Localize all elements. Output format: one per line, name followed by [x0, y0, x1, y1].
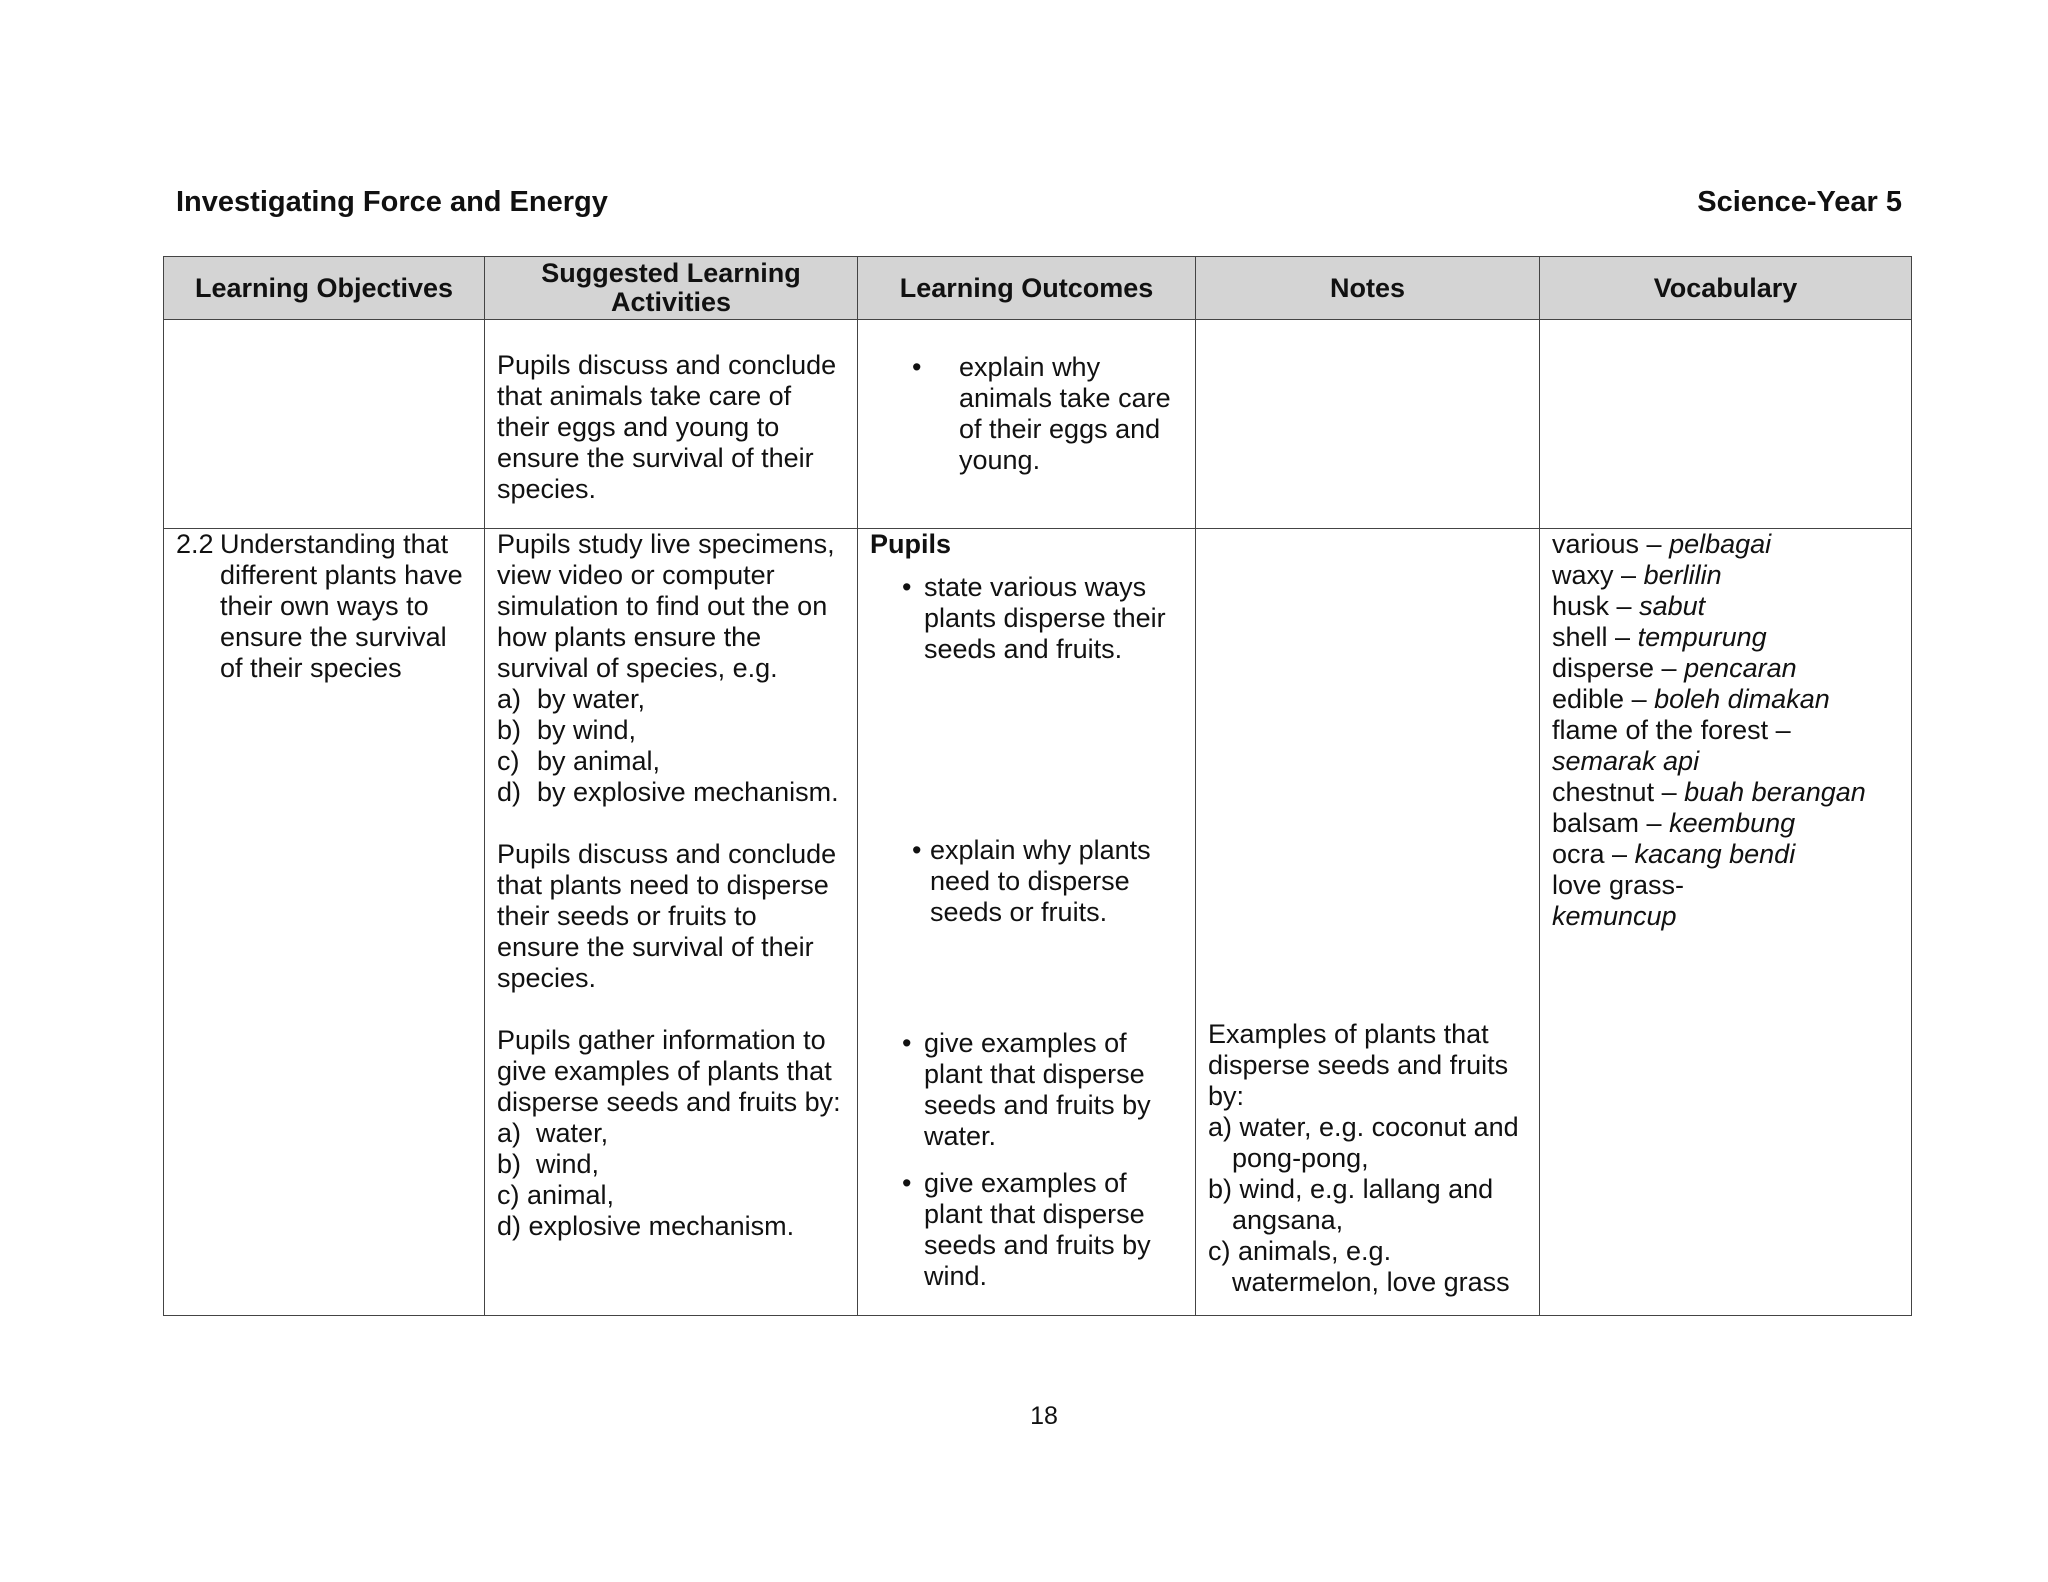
- objective-cell: [164, 529, 485, 1316]
- activity-list: [497, 684, 845, 808]
- outcome-cell: [858, 529, 1196, 1316]
- vocab-item: balsam – keembung: [1552, 808, 1796, 838]
- list-item: a) water,: [497, 1118, 609, 1148]
- list-item: b) by wind,: [497, 715, 637, 745]
- activity-cell: [485, 529, 858, 1316]
- list-item: a) by water,: [497, 684, 646, 714]
- table-row: [164, 320, 1912, 529]
- list-item: b) wind,: [497, 1149, 600, 1179]
- outcome-item: • give examples of plant that disperse seeds and fruits by wind.: [902, 1168, 1151, 1291]
- header-row: [164, 257, 1912, 320]
- list-item: d) by explosive mechanism.: [497, 777, 839, 807]
- vocab-item: shell – tempurung: [1552, 622, 1767, 652]
- notes-cell: [1196, 529, 1540, 1316]
- notes-text: Examples of plants that disperse seeds and fruits by:: [1208, 1019, 1509, 1111]
- notes-item: c) animals, e.g. watermelon, love grass: [1208, 1236, 1510, 1297]
- col-header-learning-objectives: Learning Objectives: [164, 257, 485, 320]
- vocab-item: husk – sabut: [1552, 591, 1706, 621]
- objective-cell: [164, 320, 485, 529]
- vocab-item: ocra – kacang bendi: [1552, 839, 1796, 869]
- objective-text: Understanding that different plants have their own ways to ensure the survival of their species: [220, 529, 463, 683]
- col-header-learning-outcomes: Learning Outcomes: [858, 257, 1196, 320]
- col-header-notes: Notes: [1196, 257, 1540, 320]
- vocab-item: flame of the forest – semarak api: [1552, 715, 1791, 776]
- vocabulary-list: [1540, 529, 1911, 932]
- objective-number: 2.2: [176, 529, 214, 559]
- vocab-item: edible – boleh dimakan: [1552, 684, 1830, 714]
- notes-cell: [1196, 320, 1540, 529]
- activity-cell: [485, 320, 858, 529]
- outcome-item: • give examples of plant that disperse seeds and fruits by water.: [902, 1028, 1151, 1151]
- activity-text: Pupils gather information to give examples of plants that disperse seeds and fruits by:: [497, 1025, 841, 1117]
- col-header-vocabulary: Vocabulary: [1540, 257, 1912, 320]
- activity-list: [497, 1118, 845, 1242]
- outcome-heading: Pupils: [870, 529, 952, 559]
- vocab-item: waxy – berlilin: [1552, 560, 1722, 590]
- vocabulary-cell: [1540, 320, 1912, 529]
- vocab-item: chestnut – buah berangan: [1552, 777, 1866, 807]
- notes-item: a) water, e.g. coconut and pong-pong,: [1208, 1112, 1519, 1173]
- outcome-cell: [858, 320, 1196, 529]
- list-item: d) explosive mechanism.: [497, 1211, 795, 1241]
- vocabulary-cell: [1540, 529, 1912, 1316]
- activity-text: Pupils discuss and conclude that animals take care of their eggs and young to ensure the survival of their species.: [497, 350, 837, 504]
- outcome-item: • state various ways plants disperse their seeds and fruits.: [902, 572, 1166, 664]
- table-row: [164, 529, 1912, 1316]
- notes-item: b) wind, e.g. lallang and angsana,: [1208, 1174, 1494, 1235]
- document-title: Investigating Force and Energy: [176, 186, 608, 218]
- page-number: 18: [1030, 1402, 1058, 1430]
- outcome-item: • explain why animals take care of their eggs and young.: [912, 352, 1171, 475]
- vocab-item: various – pelbagai: [1552, 529, 1772, 559]
- col-header-suggested-activities: Suggested Learning Activities: [485, 257, 858, 320]
- vocab-item: love grass- kemuncup: [1552, 870, 1685, 931]
- subject-label: Science-Year 5: [1697, 186, 1902, 218]
- curriculum-table: [163, 256, 1912, 1316]
- list-item: c) animal,: [497, 1180, 615, 1210]
- activity-text: Pupils discuss and conclude that plants need to disperse their seeds or fruits to ensure the survival of their species.: [497, 839, 837, 993]
- outcome-item: • explain why plants need to disperse seeds or fruits.: [912, 835, 1151, 927]
- list-item: c) by animal,: [497, 746, 661, 776]
- vocab-item: disperse – pencaran: [1552, 653, 1797, 683]
- activity-text: Pupils study live specimens, view video or computer simulation to find out the on how plants ensure the survival of species, e.g.: [497, 529, 835, 683]
